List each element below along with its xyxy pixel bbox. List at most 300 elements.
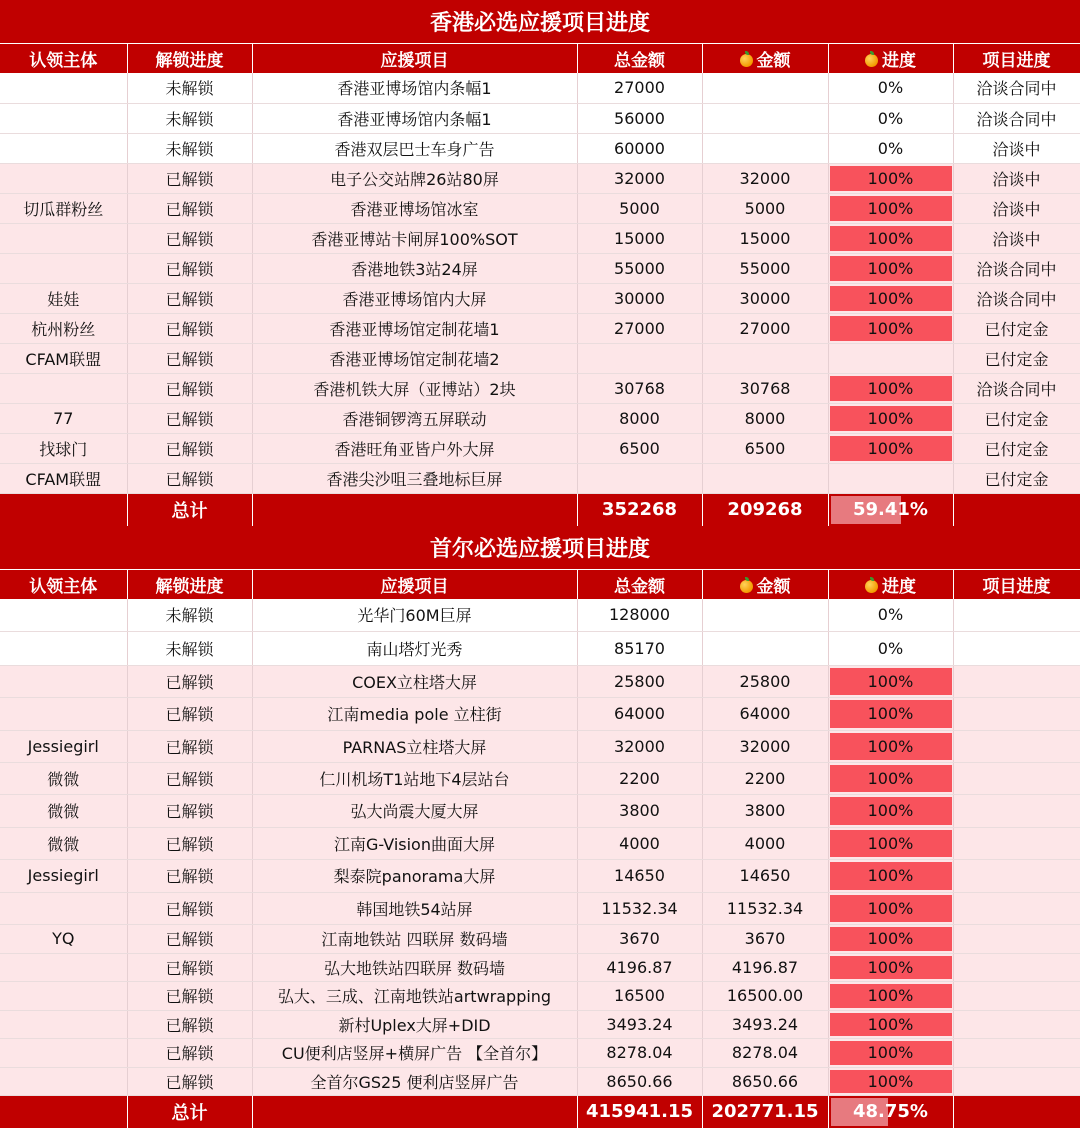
cell-amount bbox=[702, 631, 828, 665]
cell-amount: 16500.00 bbox=[702, 981, 828, 1010]
cell-project: 梨泰院panorama大屏 bbox=[252, 859, 577, 892]
cell-status: 已解锁 bbox=[127, 730, 252, 762]
progress-text: 100% bbox=[867, 378, 914, 398]
header-project: 应援项目 bbox=[252, 43, 577, 73]
table-row bbox=[0, 253, 1080, 283]
progress-text: 100% bbox=[867, 957, 914, 977]
cell-status: 已解锁 bbox=[127, 892, 252, 924]
cell-status: 已解锁 bbox=[127, 163, 252, 193]
cell-amount bbox=[702, 103, 828, 133]
cell-progress bbox=[828, 1038, 953, 1067]
cell-project: 江南地铁站 四联屏 数码墙 bbox=[252, 924, 577, 953]
cell-stage bbox=[953, 762, 1080, 794]
progress-text: 100% bbox=[867, 1043, 914, 1062]
progress-text: 100% bbox=[867, 833, 914, 853]
cell-progress bbox=[828, 433, 953, 463]
cell-total: 30000 bbox=[577, 283, 702, 313]
cell-project: 南山塔灯光秀 bbox=[252, 631, 577, 665]
cell-amount: 11532.34 bbox=[702, 892, 828, 924]
cell-stage bbox=[953, 1067, 1080, 1095]
cell-stage bbox=[953, 924, 1080, 953]
cell-amount: 32000 bbox=[702, 730, 828, 762]
header-status: 解锁进度 bbox=[127, 569, 252, 599]
cell-progress bbox=[828, 859, 953, 892]
cell-claimer: 微微 bbox=[0, 794, 127, 827]
progress-text: 100% bbox=[867, 986, 914, 1005]
cell-total: 128000 bbox=[577, 599, 702, 631]
cell-total: 8000 bbox=[577, 403, 702, 433]
table-row bbox=[0, 103, 1080, 133]
total-progress bbox=[828, 493, 953, 526]
cell-claimer: 杭州粉丝 bbox=[0, 313, 127, 343]
cell-progress bbox=[828, 253, 953, 283]
cell-progress bbox=[828, 892, 953, 924]
cell-stage: 已付定金 bbox=[953, 403, 1080, 433]
cell-progress bbox=[828, 924, 953, 953]
cell-progress bbox=[828, 103, 953, 133]
cell-stage bbox=[953, 1010, 1080, 1038]
table-row bbox=[0, 762, 1080, 794]
cell-project: 香港铜锣湾五屏联动 bbox=[252, 403, 577, 433]
cell-project: 新村Uplex大屏+DID bbox=[252, 1010, 577, 1038]
cell-progress bbox=[828, 73, 953, 103]
cell-status: 未解锁 bbox=[127, 631, 252, 665]
progress-text: 100% bbox=[867, 258, 914, 278]
progress-text: 100% bbox=[867, 768, 914, 788]
cell-total: 4196.87 bbox=[577, 953, 702, 981]
cell-stage bbox=[953, 859, 1080, 892]
total-amount: 209268 bbox=[702, 493, 828, 526]
cell-project: CU便利店竖屏+横屏广告 【全首尔】 bbox=[252, 1038, 577, 1067]
cell-claimer bbox=[0, 1010, 127, 1038]
cell-claimer: Jessiegirl bbox=[0, 859, 127, 892]
cell-stage bbox=[953, 953, 1080, 981]
header-claimer: 认领主体 bbox=[0, 569, 127, 599]
table-row bbox=[0, 283, 1080, 313]
cell-stage: 洽谈合同中 bbox=[953, 73, 1080, 103]
cell-claimer bbox=[0, 163, 127, 193]
cell-total: 3670 bbox=[577, 924, 702, 953]
cell-stage bbox=[953, 631, 1080, 665]
cell-progress bbox=[828, 953, 953, 981]
cell-stage: 洽谈中 bbox=[953, 133, 1080, 163]
cell-total: 15000 bbox=[577, 223, 702, 253]
cell-project: 香港亚博场馆定制花墙2 bbox=[252, 343, 577, 373]
cell-amount bbox=[702, 73, 828, 103]
total-amount: 202771.15 bbox=[702, 1095, 828, 1128]
hk-table bbox=[0, 0, 1080, 526]
cell-stage bbox=[953, 892, 1080, 924]
cell-progress bbox=[828, 631, 953, 665]
table-row bbox=[0, 343, 1080, 373]
cell-project: 光华门60M巨屏 bbox=[252, 599, 577, 631]
cell-stage bbox=[953, 981, 1080, 1010]
cell-status: 已解锁 bbox=[127, 1038, 252, 1067]
cell-progress bbox=[828, 193, 953, 223]
cell-claimer bbox=[0, 373, 127, 403]
cell-project: 香港亚博场馆内条幅1 bbox=[252, 73, 577, 103]
seoul-table bbox=[0, 526, 1080, 1128]
cell-progress bbox=[828, 283, 953, 313]
table-row bbox=[0, 665, 1080, 697]
cell-status: 已解锁 bbox=[127, 924, 252, 953]
cell-status: 已解锁 bbox=[127, 1010, 252, 1038]
cell-amount: 3800 bbox=[702, 794, 828, 827]
cell-progress bbox=[828, 827, 953, 859]
progress-text: 0% bbox=[877, 605, 904, 625]
cell-total: 4000 bbox=[577, 827, 702, 859]
cell-stage: 洽谈合同中 bbox=[953, 253, 1080, 283]
cell-status: 已解锁 bbox=[127, 403, 252, 433]
cell-total: 3800 bbox=[577, 794, 702, 827]
cell-total: 60000 bbox=[577, 133, 702, 163]
progress-text: 100% bbox=[867, 288, 914, 308]
cell-progress bbox=[828, 1010, 953, 1038]
cell-project: 香港双层巴士车身广告 bbox=[252, 133, 577, 163]
cell-stage: 已付定金 bbox=[953, 343, 1080, 373]
cell-stage bbox=[953, 697, 1080, 730]
cell-total: 8650.66 bbox=[577, 1067, 702, 1095]
cell-claimer: YQ bbox=[0, 924, 127, 953]
cell-claimer bbox=[0, 1067, 127, 1095]
progress-text: 100% bbox=[867, 228, 914, 248]
cell-project: 香港亚博场馆内大屏 bbox=[252, 283, 577, 313]
table-row bbox=[0, 794, 1080, 827]
cell-claimer: CFAM联盟 bbox=[0, 463, 127, 493]
cell-total: 30768 bbox=[577, 373, 702, 403]
cell-amount: 30000 bbox=[702, 283, 828, 313]
cell-claimer bbox=[0, 631, 127, 665]
progress-text: 100% bbox=[867, 801, 914, 820]
cell-amount: 55000 bbox=[702, 253, 828, 283]
header-amount: 金额 bbox=[702, 569, 828, 599]
cell-progress bbox=[828, 163, 953, 193]
cell-claimer: 找球门 bbox=[0, 433, 127, 463]
cell-total: 32000 bbox=[577, 730, 702, 762]
table-row bbox=[0, 403, 1080, 433]
table-row bbox=[0, 1067, 1080, 1095]
progress-text: 100% bbox=[867, 408, 914, 428]
cell-claimer: 微微 bbox=[0, 762, 127, 794]
cell-claimer bbox=[0, 665, 127, 697]
cell-progress bbox=[828, 373, 953, 403]
table-row bbox=[0, 953, 1080, 981]
table-row bbox=[0, 313, 1080, 343]
cell-project: 香港亚博站卡闸屏100%SOT bbox=[252, 223, 577, 253]
table-row bbox=[0, 730, 1080, 762]
cell-claimer bbox=[0, 892, 127, 924]
cell-status: 已解锁 bbox=[127, 433, 252, 463]
cell-amount bbox=[702, 343, 828, 373]
header-stage: 项目进度 bbox=[953, 569, 1080, 599]
cell-total: 64000 bbox=[577, 697, 702, 730]
cell-status: 已解锁 bbox=[127, 343, 252, 373]
cell-stage: 洽谈中 bbox=[953, 163, 1080, 193]
table-row bbox=[0, 463, 1080, 493]
cell-progress bbox=[828, 223, 953, 253]
total-sum: 352268 bbox=[577, 493, 702, 526]
total-label: 总计 bbox=[127, 1095, 252, 1128]
cell-stage: 洽谈合同中 bbox=[953, 283, 1080, 313]
cell-total: 32000 bbox=[577, 163, 702, 193]
cell-total: 27000 bbox=[577, 313, 702, 343]
orange-icon bbox=[865, 54, 878, 67]
cell-stage: 洽谈合同中 bbox=[953, 103, 1080, 133]
cell-status: 已解锁 bbox=[127, 373, 252, 403]
cell-status: 已解锁 bbox=[127, 1067, 252, 1095]
cell-claimer: 娃娃 bbox=[0, 283, 127, 313]
table-row bbox=[0, 1038, 1080, 1067]
header-stage: 项目进度 bbox=[953, 43, 1080, 73]
cell-stage: 已付定金 bbox=[953, 433, 1080, 463]
table-row bbox=[0, 163, 1080, 193]
cell-project: 江南media pole 立柱街 bbox=[252, 697, 577, 730]
cell-project: PARNAS立柱塔大屏 bbox=[252, 730, 577, 762]
cell-project: 仁川机场T1站地下4层站台 bbox=[252, 762, 577, 794]
cell-amount: 30768 bbox=[702, 373, 828, 403]
cell-claimer bbox=[0, 223, 127, 253]
cell-stage: 洽谈中 bbox=[953, 223, 1080, 253]
table-row bbox=[0, 133, 1080, 163]
header-status: 解锁进度 bbox=[127, 43, 252, 73]
cell-status: 已解锁 bbox=[127, 253, 252, 283]
total-empty bbox=[953, 1095, 1080, 1128]
cell-total bbox=[577, 343, 702, 373]
cell-stage: 洽谈中 bbox=[953, 193, 1080, 223]
progress-text: 100% bbox=[867, 929, 914, 948]
cell-claimer: CFAM联盟 bbox=[0, 343, 127, 373]
cell-claimer bbox=[0, 953, 127, 981]
cell-progress bbox=[828, 762, 953, 794]
cell-project: 香港尖沙咀三叠地标巨屏 bbox=[252, 463, 577, 493]
cell-progress bbox=[828, 403, 953, 433]
table-row bbox=[0, 892, 1080, 924]
cell-amount: 27000 bbox=[702, 313, 828, 343]
cell-stage bbox=[953, 827, 1080, 859]
total-empty bbox=[252, 493, 577, 526]
cell-status: 已解锁 bbox=[127, 859, 252, 892]
cell-project: 江南G-Vision曲面大屏 bbox=[252, 827, 577, 859]
progress-text: 100% bbox=[867, 671, 914, 691]
total-label: 总计 bbox=[127, 493, 252, 526]
cell-amount: 15000 bbox=[702, 223, 828, 253]
progress-text: 100% bbox=[867, 736, 914, 756]
total-progress-text: 48.75% bbox=[853, 1101, 928, 1123]
orange-icon bbox=[740, 54, 753, 67]
cell-project: 香港亚博场馆内条幅1 bbox=[252, 103, 577, 133]
cell-status: 已解锁 bbox=[127, 665, 252, 697]
header-total: 总金额 bbox=[577, 43, 702, 73]
progress-text: 100% bbox=[867, 1014, 914, 1034]
cell-progress bbox=[828, 697, 953, 730]
progress-text: 100% bbox=[867, 198, 914, 218]
cell-claimer bbox=[0, 1038, 127, 1067]
cell-progress bbox=[828, 665, 953, 697]
progress-text: 0% bbox=[877, 78, 904, 98]
table-row bbox=[0, 981, 1080, 1010]
cell-stage bbox=[953, 1038, 1080, 1067]
cell-total: 6500 bbox=[577, 433, 702, 463]
cell-stage bbox=[953, 794, 1080, 827]
cell-amount bbox=[702, 599, 828, 631]
progress-text: 0% bbox=[877, 108, 904, 128]
total-empty bbox=[0, 1095, 127, 1128]
table-row bbox=[0, 73, 1080, 103]
cell-amount: 8650.66 bbox=[702, 1067, 828, 1095]
cell-total: 55000 bbox=[577, 253, 702, 283]
cell-amount: 5000 bbox=[702, 193, 828, 223]
cell-total: 25800 bbox=[577, 665, 702, 697]
cell-amount: 4196.87 bbox=[702, 953, 828, 981]
cell-project: 弘大尚震大厦大屏 bbox=[252, 794, 577, 827]
cell-total: 5000 bbox=[577, 193, 702, 223]
cell-amount bbox=[702, 133, 828, 163]
cell-status: 已解锁 bbox=[127, 313, 252, 343]
cell-project: COEX立柱塔大屏 bbox=[252, 665, 577, 697]
progress-text: 100% bbox=[867, 704, 914, 723]
table-row bbox=[0, 827, 1080, 859]
cell-status: 已解锁 bbox=[127, 981, 252, 1010]
progress-text: 0% bbox=[877, 638, 904, 658]
cell-status: 已解锁 bbox=[127, 827, 252, 859]
cell-project: 香港地铁3站24屏 bbox=[252, 253, 577, 283]
table-row bbox=[0, 223, 1080, 253]
cell-status: 已解锁 bbox=[127, 463, 252, 493]
cell-progress bbox=[828, 1067, 953, 1095]
cell-status: 已解锁 bbox=[127, 762, 252, 794]
table-row bbox=[0, 373, 1080, 403]
cell-claimer bbox=[0, 253, 127, 283]
cell-status: 已解锁 bbox=[127, 697, 252, 730]
progress-text: 0% bbox=[877, 138, 904, 158]
progress-text: 100% bbox=[867, 866, 914, 885]
total-empty bbox=[252, 1095, 577, 1128]
total-empty bbox=[0, 493, 127, 526]
progress-text: 100% bbox=[867, 168, 914, 188]
seoul-title: 首尔必选应援项目进度 bbox=[0, 526, 1080, 569]
cell-progress bbox=[828, 794, 953, 827]
hk-title: 香港必选应援项目进度 bbox=[0, 0, 1080, 43]
cell-status: 未解锁 bbox=[127, 599, 252, 631]
cell-stage: 已付定金 bbox=[953, 463, 1080, 493]
cell-status: 已解锁 bbox=[127, 794, 252, 827]
cell-total: 8278.04 bbox=[577, 1038, 702, 1067]
orange-icon bbox=[740, 580, 753, 593]
cell-claimer bbox=[0, 133, 127, 163]
cell-total: 56000 bbox=[577, 103, 702, 133]
cell-progress bbox=[828, 313, 953, 343]
table-row bbox=[0, 599, 1080, 631]
progress-text: 100% bbox=[867, 898, 914, 918]
table-row bbox=[0, 859, 1080, 892]
cell-status: 已解锁 bbox=[127, 193, 252, 223]
cell-progress bbox=[828, 463, 953, 493]
cell-status: 未解锁 bbox=[127, 73, 252, 103]
cell-progress bbox=[828, 730, 953, 762]
cell-total: 27000 bbox=[577, 73, 702, 103]
cell-amount bbox=[702, 463, 828, 493]
header-total: 总金额 bbox=[577, 569, 702, 599]
cell-claimer bbox=[0, 981, 127, 1010]
cell-project: 电子公交站牌26站80屏 bbox=[252, 163, 577, 193]
cell-progress bbox=[828, 343, 953, 373]
cell-stage bbox=[953, 665, 1080, 697]
progress-text: 100% bbox=[867, 318, 914, 338]
cell-claimer bbox=[0, 103, 127, 133]
cell-project: 韩国地铁54站屏 bbox=[252, 892, 577, 924]
cell-total: 11532.34 bbox=[577, 892, 702, 924]
cell-amount: 8000 bbox=[702, 403, 828, 433]
cell-total bbox=[577, 463, 702, 493]
header-project: 应援项目 bbox=[252, 569, 577, 599]
cell-amount: 2200 bbox=[702, 762, 828, 794]
total-row bbox=[0, 493, 1080, 526]
cell-amount: 6500 bbox=[702, 433, 828, 463]
table-row bbox=[0, 433, 1080, 463]
cell-claimer bbox=[0, 697, 127, 730]
cell-amount: 3493.24 bbox=[702, 1010, 828, 1038]
cell-status: 已解锁 bbox=[127, 283, 252, 313]
cell-project: 香港旺角亚皆户外大屏 bbox=[252, 433, 577, 463]
cell-project: 弘大、三成、江南地铁站artwrapping bbox=[252, 981, 577, 1010]
cell-amount: 8278.04 bbox=[702, 1038, 828, 1067]
cell-amount: 3670 bbox=[702, 924, 828, 953]
cell-total: 85170 bbox=[577, 631, 702, 665]
header-amount: 金额 bbox=[702, 43, 828, 73]
cell-status: 未解锁 bbox=[127, 103, 252, 133]
table-row bbox=[0, 193, 1080, 223]
table-row bbox=[0, 1010, 1080, 1038]
cell-status: 已解锁 bbox=[127, 223, 252, 253]
cell-amount: 32000 bbox=[702, 163, 828, 193]
cell-claimer: 微微 bbox=[0, 827, 127, 859]
table-row bbox=[0, 697, 1080, 730]
cell-claimer bbox=[0, 73, 127, 103]
cell-total: 14650 bbox=[577, 859, 702, 892]
table-row bbox=[0, 924, 1080, 953]
cell-claimer: Jessiegirl bbox=[0, 730, 127, 762]
cell-stage bbox=[953, 730, 1080, 762]
cell-amount: 14650 bbox=[702, 859, 828, 892]
cell-amount: 25800 bbox=[702, 665, 828, 697]
cell-stage: 洽谈合同中 bbox=[953, 373, 1080, 403]
cell-total: 16500 bbox=[577, 981, 702, 1010]
total-row bbox=[0, 1095, 1080, 1128]
cell-progress bbox=[828, 981, 953, 1010]
cell-project: 全首尔GS25 便利店竖屏广告 bbox=[252, 1067, 577, 1095]
total-empty bbox=[953, 493, 1080, 526]
orange-icon bbox=[865, 580, 878, 593]
progress-text: 100% bbox=[867, 438, 914, 458]
cell-total: 3493.24 bbox=[577, 1010, 702, 1038]
cell-amount: 4000 bbox=[702, 827, 828, 859]
cell-progress bbox=[828, 133, 953, 163]
progress-text: 100% bbox=[867, 1071, 914, 1091]
cell-stage: 已付定金 bbox=[953, 313, 1080, 343]
header-progress: 进度 bbox=[828, 43, 953, 73]
cell-project: 香港亚博场馆定制花墙1 bbox=[252, 313, 577, 343]
cell-total: 2200 bbox=[577, 762, 702, 794]
header-progress: 进度 bbox=[828, 569, 953, 599]
cell-project: 香港机铁大屏（亚博站）2块 bbox=[252, 373, 577, 403]
cell-claimer: 77 bbox=[0, 403, 127, 433]
cell-amount: 64000 bbox=[702, 697, 828, 730]
cell-stage bbox=[953, 599, 1080, 631]
cell-project: 香港亚博场馆冰室 bbox=[252, 193, 577, 223]
total-progress-text: 59.41% bbox=[853, 499, 928, 521]
cell-status: 已解锁 bbox=[127, 953, 252, 981]
total-progress bbox=[828, 1095, 953, 1128]
